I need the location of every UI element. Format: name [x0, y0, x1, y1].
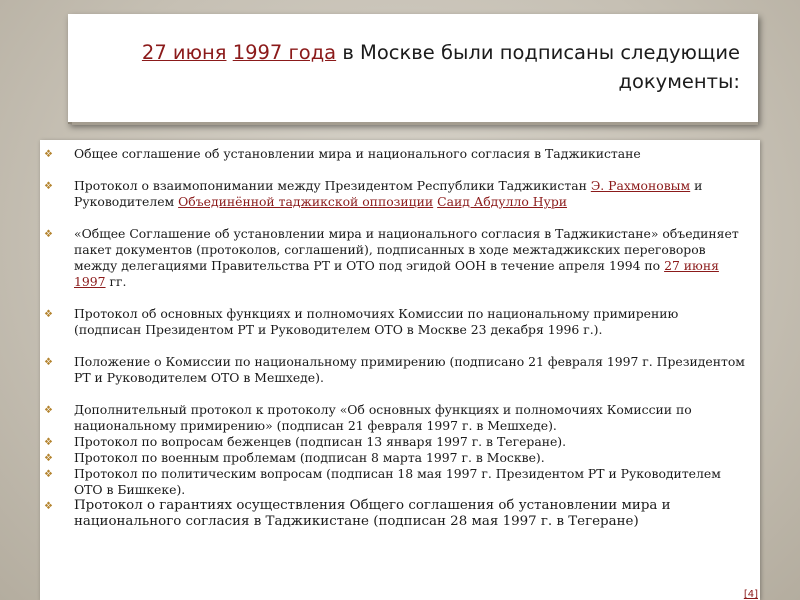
- bullet-icon: ❖: [44, 453, 53, 464]
- title-text-line2: документы:: [618, 70, 740, 93]
- content-box: [40, 140, 760, 600]
- title-separator: [72, 122, 758, 125]
- bullet-icon: ❖: [44, 309, 53, 320]
- nuri-link[interactable]: Саид Абдулло Нури: [437, 194, 568, 209]
- list-item: ❖ Общее соглашение об установлении мира и национального согласия в Таджикистане: [44, 146, 641, 161]
- june27-link[interactable]: 27 июня: [664, 258, 719, 273]
- list-item: ❖ Протокол об основных функциях и полномочиях Комиссии по национальному примирению (подписан Президентом РТ и Руководителем ОТО в Москве 23 декабря 1996 г.).: [44, 306, 679, 337]
- bullet-icon: ❖: [44, 181, 53, 192]
- year1997-link[interactable]: 1997: [74, 274, 106, 289]
- list-item: ❖ Протокол по вопросам беженцев (подписан 13 января 1997 г. в Тегеране).: [44, 434, 567, 449]
- uto-link[interactable]: Объединённой таджикской оппозиции: [178, 194, 434, 209]
- bullet-icon: ❖: [44, 501, 53, 512]
- rakhmonov-link[interactable]: Э. Рахмоновым: [590, 178, 691, 193]
- list-item: ❖ «Общее Соглашение об установлении мира и национального согласия в Таджикистане» объединяет пакет документов (протоколов, соглашений), подписанных в ходе межтаджикских переговоров между делегациями Правительства РТ и ОТО под эгидой ООН в течение апреля 1994 по 27 июня 1997 гг.: [44, 226, 739, 289]
- title-box: [68, 14, 758, 124]
- list-item: ❖ Протокол о взаимопонимании между Президентом Республики Таджикистан Э. Рахмоновым и Руководителем Объединённой таджикской оппозиции Саид Абдулло Нури: [44, 178, 703, 209]
- bullet-icon: ❖: [44, 149, 53, 160]
- bullet-icon: ❖: [44, 469, 53, 480]
- bullet-icon: ❖: [44, 229, 53, 240]
- list-item: ❖ Дополнительный протокол к протоколу «Об основных функциях и полномочиях Комиссии по национальному примирению» (подписан 21 февраля 1997 г. в Мешхеде).: [44, 402, 692, 433]
- year-link[interactable]: 1997 года: [232, 41, 337, 64]
- bullet-icon: ❖: [44, 437, 53, 448]
- footnote-link[interactable]: [4]: [743, 589, 758, 600]
- document-list: [40, 140, 760, 530]
- date-link[interactable]: 27 июня: [141, 41, 227, 64]
- list-item: ❖ Протокол по политическим вопросам (подписан 18 мая 1997 г. Президентом РТ и Руководителем ОТО в Бишкеке).: [44, 466, 721, 497]
- list-item: ❖ Положение о Комиссии по национальному примирению (подписано 21 февраля 1997 г. Президентом РТ и Руководителем ОТО в Мешхеде).: [44, 354, 745, 385]
- list-item: ❖ Протокол о гарантиях осуществления Общего соглашения об установлении мира и национального согласия в Таджикистане (подписан 28 мая 1997 г. в Тегеране): [44, 498, 671, 529]
- bullet-icon: ❖: [44, 405, 53, 416]
- list-item: ❖ Протокол по военным проблемам (подписан 8 марта 1997 г. в Москве).: [44, 450, 545, 465]
- title-text-line1: в Москве были подписаны следующие: [336, 41, 740, 64]
- bullet-icon: ❖: [44, 357, 53, 368]
- slide-title: [68, 38, 740, 96]
